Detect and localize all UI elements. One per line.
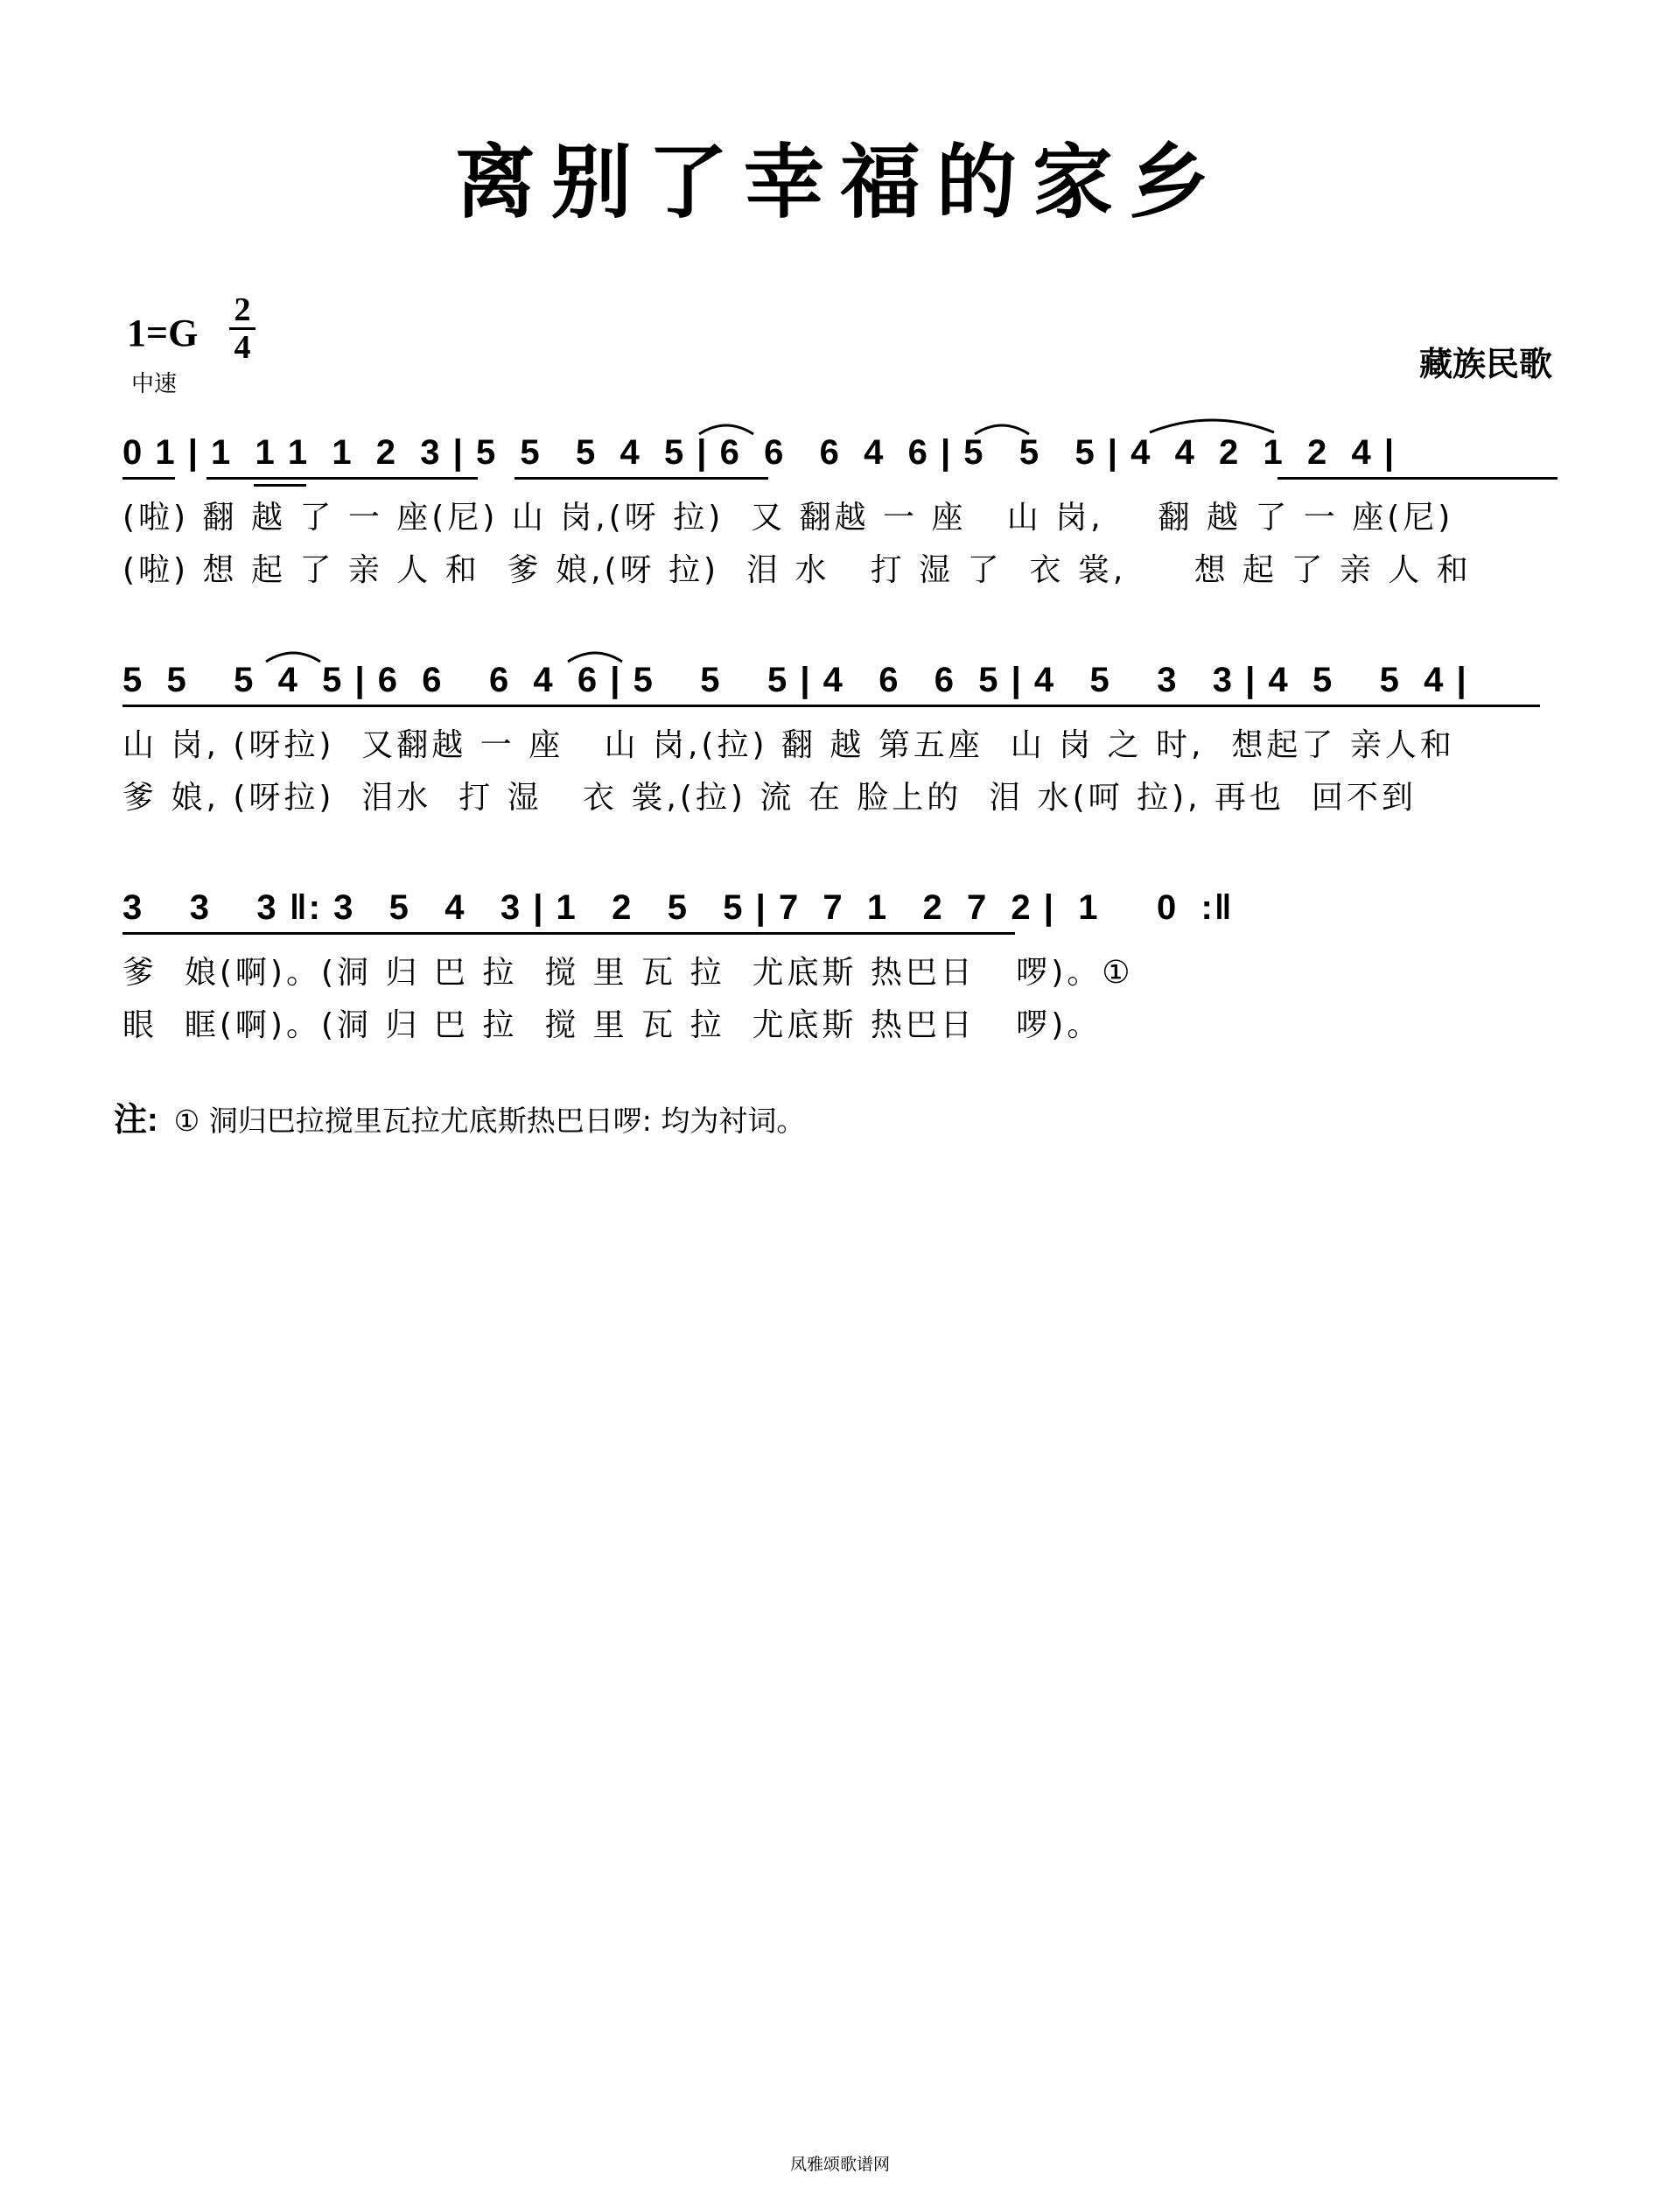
key-signature: 1=G [127,312,199,354]
footer-watermark: 凤雅颂歌谱网 [789,2155,890,2174]
time-signature-bottom: 4 [234,329,251,366]
beam [122,705,1540,707]
notes-line: 5 5 5 4 5 | 6 6 6 4 6 | 5 5 5 | 4 6 6 5 | 4 5 3 3 | 4 5 5 4 | [122,661,1468,699]
slur [262,644,324,665]
beam [122,477,175,480]
footnote-text: ① 洞归巴拉搅里瓦拉尤底斯热巴日啰: 均为衬词。 [173,1104,806,1138]
lyrics-verse-2: (啦) 想 起 了 亲 人 和 爹 娘,(呀 拉) 泪 水 打 湿 了 衣 裳, 想 起 了 亲 人 和 [122,552,1472,588]
lyrics-verse-2: 眼 眶(啊)。(洞 归 巴 拉 搅 里 瓦 拉 尤底斯 热巴日 啰)。 [122,1007,1102,1043]
beam [206,477,478,480]
composer-credit: 藏族民歌 [1418,347,1552,383]
slur [971,417,1032,438]
slur [1146,411,1278,436]
slur [696,417,757,438]
beam [122,932,1015,935]
lyrics-verse-1: (啦) 翻 越 了 一 座(尼) 山 岗,(呀 拉) 又 翻越 一 座 山 岗, 翻 越 了 一 座(尼) [122,500,1454,536]
song-title: 离别了幸福的家乡 [454,135,1225,229]
beam [514,477,768,480]
lyrics-verse-2: 爹 娘, (呀拉) 泪水 打 湿 衣 裳,(拉) 流 在 脸上的 泪 水(呵 拉), 再也 回不到 [122,780,1417,816]
footnote [114,1092,805,1140]
beam [1278,477,1558,480]
time-signature-top: 2 [234,291,251,328]
tempo-marking: 中速 [131,371,178,397]
notes-line: 0 1 | 1 1 1 1 2 3 | 5 5 5 4 5 | 6 6 6 4 6 | 5 5 5 | 4 4 2 1 2 4 | [122,433,1396,472]
time-signature [229,291,256,366]
footnote-label: 注: [114,1102,158,1139]
slur [564,644,626,665]
notes-line: 3 3 3 ‖: 3 5 4 3 | 1 2 5 5 | 7 7 1 2 7 2 | 1 0 :‖ [122,888,1234,927]
lyrics-verse-1: 爹 娘(啊)。(洞 归 巴 拉 搅 里 瓦 拉 尤底斯 热巴日 啰)。① [122,955,1134,991]
beam [254,484,306,487]
lyrics-verse-1: 山 岗, (呀拉) 又翻越 一 座 山 岗,(拉) 翻 越 第五座 山 岗 之 时, 想起了 亲人和 [122,727,1455,763]
